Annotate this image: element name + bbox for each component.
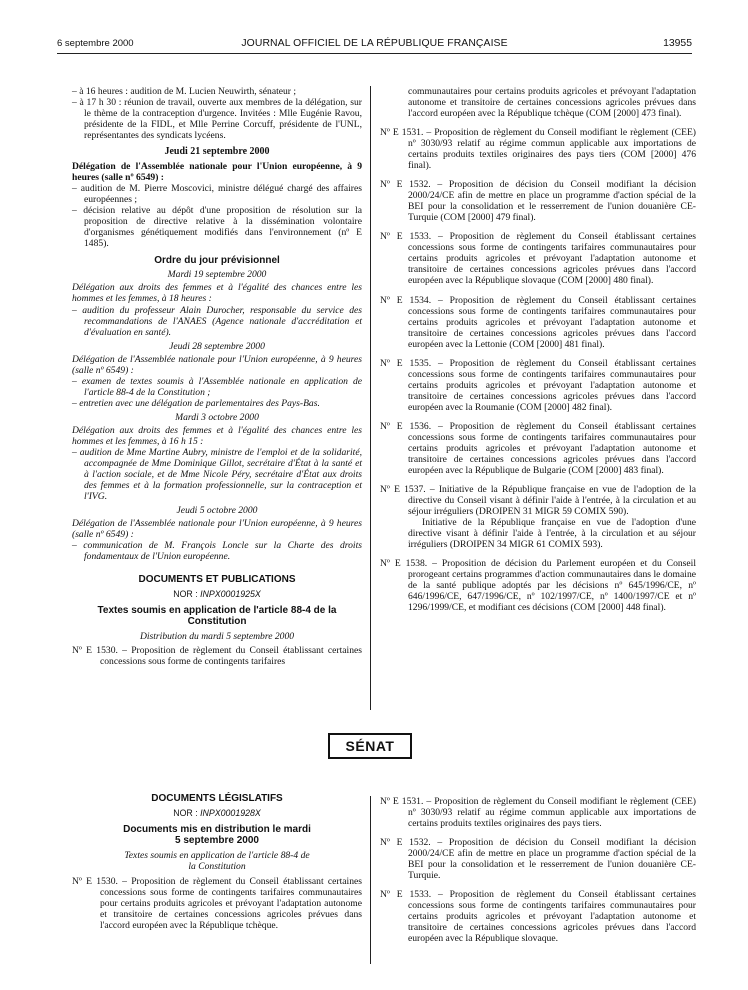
agenda-item: – entretien avec une délégation de parlementaires des Pays-Bas.	[72, 397, 320, 409]
nor-label: NOR :	[173, 588, 201, 599]
agenda-item: – décision relative au dépôt d'une proposition de résolution sur la proposition de directive relative à la dissémination volontaire d'organismes génétiquement modifiés dans l'environnement (nº E 1485).	[72, 204, 362, 249]
document-entry	[380, 837, 696, 881]
entry-label: Nº E 1530.	[72, 644, 118, 656]
document-entry	[380, 295, 696, 350]
entry-text: – Proposition de règlement du Conseil modifiant le règlement (CEE) nº 3030/93 relatif au régime commun applicable aux importations de certains produits textiles originaires des pays tiers (COM [2000] 476 final).	[408, 127, 696, 172]
nor-code: INPX0001928X	[200, 807, 261, 818]
entry-label: Nº E 1538.	[380, 558, 428, 570]
nor-label: NOR :	[173, 807, 201, 818]
entry-text-continued: Initiative de la République française en vue de l'adoption d'une directive visant à définir l'aide à l'entrée, à la circulation et au séjour irréguliers (DROIPEN 34 MIGR 61 COMIX 593).	[408, 517, 696, 551]
entry-text: – Proposition de règlement du Conseil modifiant le règlement (CEE) nº 3030/93 relatif au régime commun applicable aux importations de certains produits textiles originaires des pays tiers.	[408, 796, 696, 830]
section-heading: DOCUMENTS LÉGISLATIFS	[151, 793, 283, 804]
document-entry	[380, 358, 696, 413]
entry-text: – Proposition de règlement du Conseil établissant certaines concessions sous forme de contingents tarifaires communautaires pour certains produits agricoles et prévoyant l'adaptation autonome et transitoire de certaines concessions agricoles prévues dans l'accord européen avec la République de Bulgarie (COM [2000] 483 final).	[408, 420, 696, 476]
agenda-item: – à 17 h 30 : réunion de travail, ouverte aux membres de la délégation, sur le thème de la contraception d'urgence. Invitées : Mlle Eugénie Ravou, présidente de la FIDL, et Mlle Perrine Corcuff, présidente de l'UNL, représentantes des syndicats lycéens.	[72, 97, 362, 142]
column-divider-top	[370, 86, 371, 710]
entry-text: – Proposition de règlement du Conseil établissant certaines concessions sous forme de contingents tarifaires communautaires pour certains produits agricoles et prévoyant l'adaptation autonome et transitoire de certaines concessions agricoles prévues dans l'accord européen avec la République tchèque.	[100, 875, 362, 931]
entry-label: Nº E 1531.	[380, 796, 424, 807]
entry-label: Nº E 1537.	[380, 483, 426, 495]
agenda-item: – examen de textes soumis à l'Assemblée nationale en application de l'article 88-4 de la Constitution ;	[72, 375, 362, 398]
entry-label: Nº E 1533.	[380, 231, 432, 243]
senat-section-title: SÉNAT	[328, 733, 412, 759]
entry-label: Nº E 1533.	[380, 889, 432, 901]
session-intro: Délégation aux droits des femmes et à l'égalité des chances entre les hommes et les femmes, à 16 h 15 :	[72, 424, 362, 447]
right-column-top	[380, 86, 696, 621]
section-heading: Jeudi 21 septembre 2000	[164, 146, 270, 158]
entry-label: Nº E 1536.	[380, 420, 432, 432]
left-column-top	[72, 86, 362, 675]
header-title: JOURNAL OFFICIEL DE LA RÉPUBLIQUE FRANÇAISE	[241, 38, 508, 49]
page-header	[57, 38, 692, 54]
entry-text: – Initiative de la République française en vue de l'adoption de la directive du Conseil visant à définir l'aide à l'entrée, à la circulation et au séjour irréguliers (DROIPEN 31 MIGR 59 COMIX 590).	[408, 483, 696, 518]
agenda-item: – audition de Mme Martine Aubry, ministre de l'emploi et de la solidarité, accompagnée de Mme Dominique Gillot, secrétaire d'État à la santé et à l'action sociale, et de Mme Nicole Péry, secrétaire d'État aux droits des femmes et à la formation professionnelle, sur la contraception et l'IVG.	[72, 446, 362, 502]
session-intro: Délégation de l'Assemblée nationale pour l'Union européenne, à 9 heures (salle nº 6549) :	[72, 518, 362, 541]
date-heading: Mardi 3 octobre 2000	[175, 411, 259, 423]
agenda-item: – à 16 heures : audition de M. Lucien Neuwirth, sénateur ;	[72, 86, 297, 97]
session-intro: Délégation de l'Assemblée nationale pour l'Union européenne, à 9 heures (salle nº 6549) :	[72, 160, 362, 183]
section-heading: DOCUMENTS ET PUBLICATIONS	[138, 574, 296, 586]
document-entry	[380, 796, 696, 829]
agenda-item: – communication de M. François Loncle sur la Charte des droits fondamentaux de l'Union européenne.	[72, 540, 362, 563]
date-heading: Jeudi 5 octobre 2000	[176, 505, 258, 517]
entry-label: Nº E 1534.	[380, 294, 432, 306]
nor-reference	[72, 808, 362, 818]
entry-text: – Proposition de décision du Parlement européen et du Conseil prorogeant certains programmes d'action communautaires dans le domaine de la santé publique adoptés par les décisions nº 645/1996/CE, nº 646/1996/CE, 647/1996/CE, nº 102/1997/CE, nº 1400/1997/CE et nº 1296/1999/CE, et modifiant ces décisions (COM [2000] 448 final).	[408, 558, 696, 614]
date-heading: Mardi 19 septembre 2000	[167, 269, 267, 281]
document-entry	[380, 484, 696, 517]
session-intro: Délégation aux droits des femmes et à l'égalité des chances entre les hommes et les femmes, à 18 heures :	[72, 282, 362, 305]
document-entry	[72, 645, 362, 667]
nor-code: INPX0001925X	[200, 588, 261, 599]
agenda-item: – audition de M. Pierre Moscovici, ministre délégué chargé des affaires européennes ;	[72, 182, 362, 205]
agenda-item: – audition du professeur Alain Durocher, responsable du service des recommandations de l'ANAES (Agence nationale d'accréditation et d'évaluation en santé).	[72, 304, 362, 338]
entry-label: Nº E 1532.	[380, 837, 431, 849]
sub-heading-italic: Textes soumis en application de l'article 88-4 de la Constitution	[124, 849, 310, 872]
entry-text: – Proposition de décision du Conseil modifiant la décision 2000/24/CE afin de mettre en place un programme d'action spécial de la BEI pour la consolidation et le resserrement de l'union douanière CE-Turquie (COM [2000] 479 final).	[408, 179, 696, 224]
document-entry	[380, 127, 696, 171]
header-page-number: 13955	[663, 38, 692, 49]
entry-continuation: communautaires pour certains produits agricoles et prévoyant l'adaptation autonome et transitoire de certaines concessions agricoles prévues dans l'accord européen avec la République tchèque (COM [2000] 473 final).	[408, 86, 696, 120]
date-heading: Jeudi 28 septembre 2000	[169, 340, 265, 352]
right-column-bottom	[380, 796, 696, 952]
section-heading: Ordre du jour prévisionnel	[154, 254, 280, 266]
entry-label: Nº E 1532.	[380, 179, 431, 191]
document-entry	[380, 889, 696, 944]
document-entry	[380, 421, 696, 476]
document-entry	[380, 558, 696, 613]
entry-label: Nº E 1531.	[380, 127, 424, 139]
column-divider-bottom	[370, 796, 371, 964]
nor-reference	[72, 589, 362, 599]
sub-heading: Textes soumis en application de l'article 88-4 de la Constitution	[97, 604, 337, 628]
entry-label: Nº E 1530.	[72, 875, 118, 887]
sub-heading: Documents mis en distribution le mardi 5 septembre 2000	[123, 823, 311, 847]
entry-text: – Proposition de règlement du Conseil établissant certaines concessions sous forme de contingents tarifaires communautaires pour certains produits agricoles et prévoyant l'adaptation autonome et transitoire de certaines concessions agricoles prévues dans l'accord européen avec la Roumanie (COM [2000] 482 final).	[408, 357, 696, 413]
document-entry	[380, 179, 696, 223]
entry-text: – Proposition de règlement du Conseil établissant certaines concessions sous forme de contingents tarifaires communautaires pour certains produits agricoles et prévoyant l'adaptation autonome et transitoire de certaines concessions agricoles prévues dans l'accord européen avec la Lettonie (COM [2000] 481 final).	[408, 294, 696, 350]
document-entry	[380, 231, 696, 286]
distribution-date: Distribution du mardi 5 septembre 2000	[139, 630, 295, 642]
entry-text: – Proposition de règlement du Conseil établissant certaines concessions sous forme de contingents tarifaires	[100, 644, 362, 667]
entry-text: – Proposition de décision du Conseil modifiant la décision 2000/24/CE afin de mettre en place un programme d'action spécial de la BEI pour la consolidation et le resserrement de l'union douanière CE-Turquie.	[408, 837, 696, 882]
entry-label: Nº E 1535.	[380, 357, 432, 369]
entry-text: – Proposition de règlement du Conseil établissant certaines concessions sous forme de contingents tarifaires communautaires pour certains produits agricoles et prévoyant l'adaptation autonome et transitoire de certaines concessions agricoles prévues dans l'accord européen avec la République slovaque (COM [2000] 480 final).	[408, 231, 696, 287]
header-date: 6 septembre 2000	[57, 38, 134, 49]
entry-text: – Proposition de règlement du Conseil établissant certaines concessions sous forme de contingents tarifaires communautaires pour certains produits agricoles et prévoyant l'adaptation autonome et transitoire de certaines concessions agricoles prévues dans l'accord européen avec la République slovaque.	[408, 889, 696, 945]
left-column-bottom	[72, 793, 362, 939]
session-intro: Délégation de l'Assemblée nationale pour l'Union européenne, à 9 heures (salle nº 6549) :	[72, 353, 362, 376]
document-entry	[72, 876, 362, 931]
